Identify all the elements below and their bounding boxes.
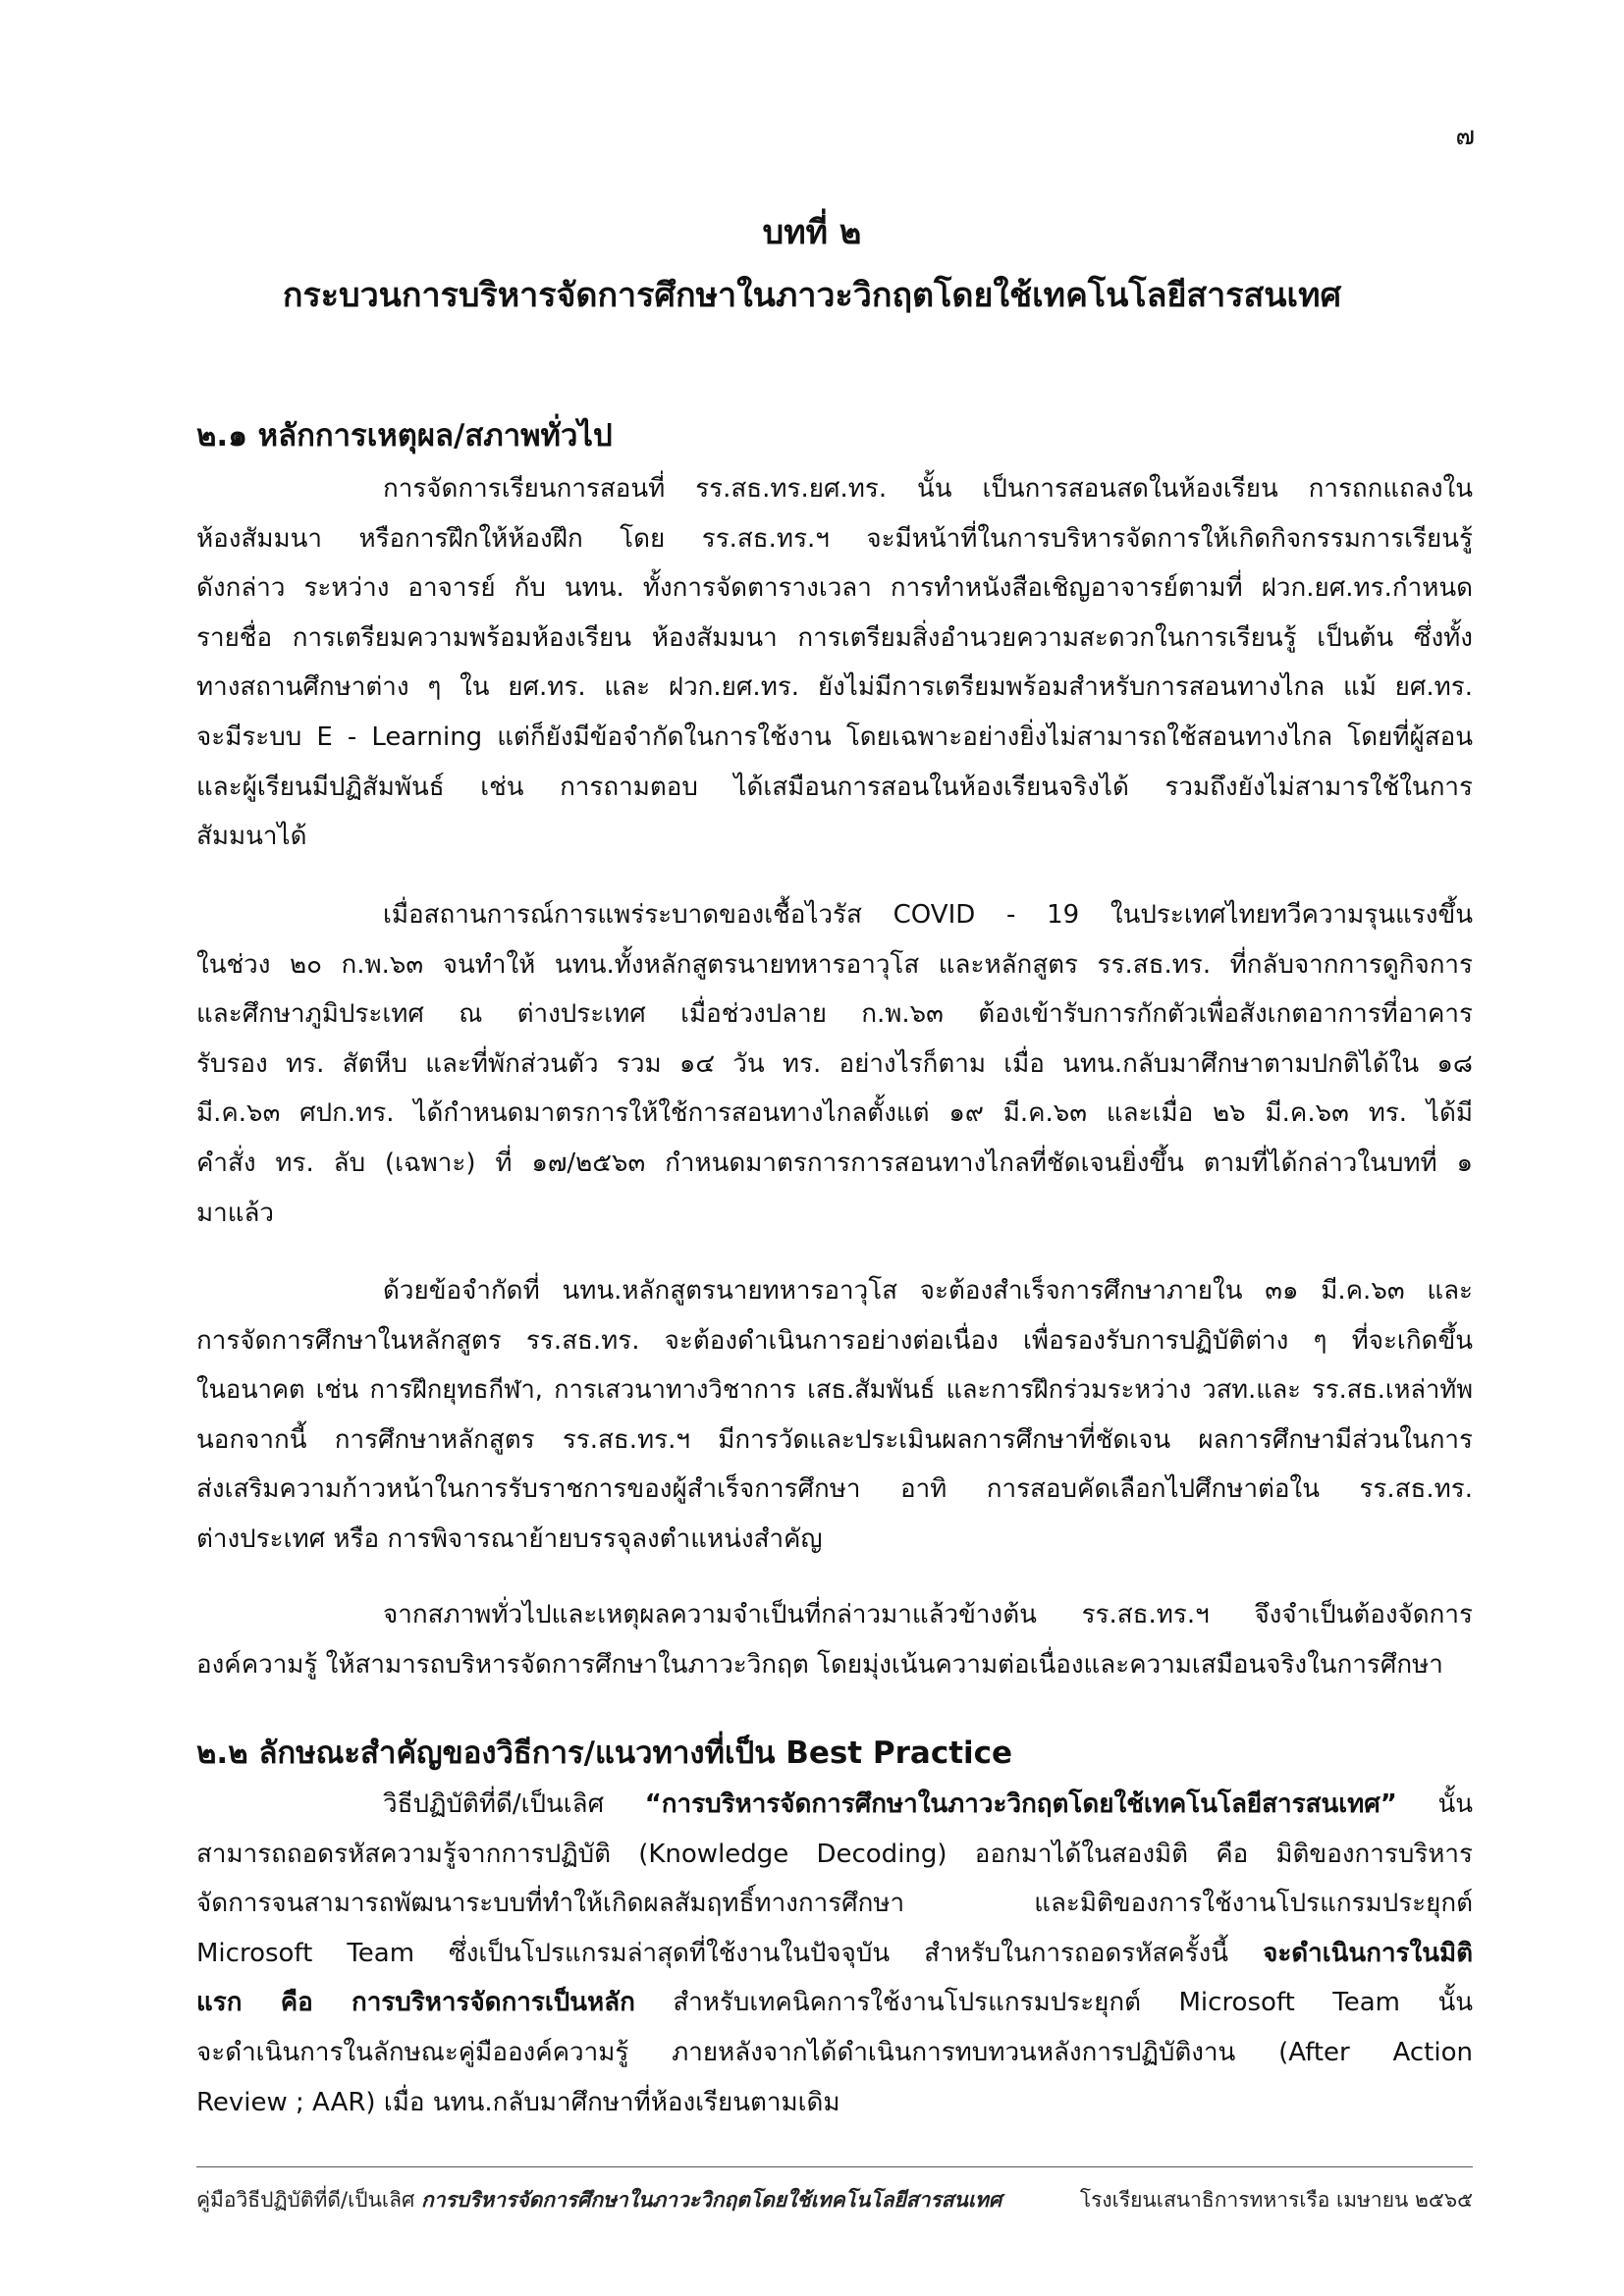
chapter-title: กระบวนการบริหารจัดการศึกษาในภาวะวิกฤตโดยใช้เทคโนโลยีสารสนเทศ bbox=[282, 276, 1342, 315]
text-run: นั้น bbox=[1396, 1789, 1474, 1819]
text-line: ในช่วง ๒๐ ก.พ.๖๓ จนทำให้ นทน.ทั้งหลักสูตรนายทหารอาวุโส และหลักสูตร รร.สธ.ทร. ที่กลับจากการดูกิจการ bbox=[196, 949, 1473, 980]
text-line: จากสภาพทั่วไปและเหตุผลความจำเป็นที่กล่าวมาแล้วข้างต้น รร.สธ.ทร.ฯ จึงจำเป็นต้องจัดการ bbox=[383, 1600, 1473, 1629]
text-line: มาแล้ว bbox=[196, 1198, 275, 1228]
bold-emphasis: จะดำเนินการในมิติ bbox=[1263, 1938, 1473, 1968]
text-line: องค์ความรู้ ให้สามารถบริหารจัดการศึกษาในภาวะวิกฤต โดยมุ่งเน้นความต่อเนื่องและความเสมือนจริงในการศึกษา bbox=[196, 1649, 1443, 1680]
bold-emphasis: แรก คือ การบริหารจัดการเป็นหลัก bbox=[196, 1988, 635, 2018]
section-2-2-title: ๒.๒ ลักษณะสำคัญของวิธีการ/แนวทางที่เป็น Best Practice bbox=[196, 1735, 1013, 1771]
text-line: การจัดการศึกษาในหลักสูตร รร.สธ.ทร. จะต้องดำเนินการอย่างต่อเนื่อง เพื่อรองรับการปฏิบัติต่าง ๆ ที่จะเกิดขึ้น bbox=[196, 1325, 1473, 1356]
section-2-1-paragraph-4 bbox=[196, 1590, 1473, 1689]
text-line: มี.ค.๖๓ ศปก.ทร. ได้กำหนดมาตรการให้ใช้การสอนทางไกลตั้งแต่ ๑๙ มี.ค.๖๓ และเมื่อ ๒๖ มี.ค.๖๓ ทร. ได้มี bbox=[196, 1098, 1473, 1129]
text-line: นอกจากนี้ การศึกษาหลักสูตร รร.สธ.ทร.ฯ มีการวัดและประเมินผลการศึกษาที่ชัดเจน ผลการศึกษามีส่วนในการ bbox=[196, 1424, 1473, 1455]
section-2-1-paragraph-1 bbox=[196, 464, 1473, 862]
text-line: ต่างประเทศ หรือ การพิจารณาย้ายบรรจุลงตำแหน่งสำคัญ bbox=[196, 1523, 823, 1554]
chapter-number: บทที่ ๒ bbox=[762, 213, 862, 252]
text-line: สามารถถอดรหัสความรู้จากการปฏิบัติ (Knowledge Decoding) ออกมาได้ในสองมิติ คือ มิติของการบริหาร bbox=[196, 1839, 1473, 1869]
section-2-1-paragraph-3 bbox=[196, 1266, 1473, 1565]
text-line: และผู้เรียนมีปฏิสัมพันธ์ เช่น การถามตอบ ได้เสมือนการสอนในห้องเรียนจริงได้ รวมถึงยังไม่สามารใช้ในการ bbox=[196, 772, 1473, 802]
text-line: การจัดการเรียนการสอนที่ รร.สธ.ทร.ยศ.ทร. นั้น เป็นการสอนสดในห้องเรียน การถกแถลงใน bbox=[383, 474, 1473, 504]
text-line bbox=[196, 1978, 1473, 2028]
text-line: จะมีระบบ E - Learning แต่ก็ยังมีข้อจำกัดในการใช้งาน โดยเฉพาะอย่างยิ่งไม่สามารถใช้สอนทางไกล โดยที่ผู้สอน bbox=[196, 721, 1473, 752]
section-2-2-paragraph bbox=[196, 1780, 1473, 2127]
footer-left-italic: การบริหารจัดการศึกษาในภาวะวิกฤตโดยใช้เทคโนโลยีสารสนเทศ bbox=[420, 2188, 1002, 2212]
footer-left-plain: คู่มือวิธีปฏิบัติที่ดี/เป็นเลิศ bbox=[196, 2188, 421, 2212]
text-run: Microsoft Team ซึ่งเป็นโปรแกรมล่าสุดที่ใช้งานในปัจจุบัน สำหรับในการถอดรหัสครั้งนี้ bbox=[196, 1938, 1264, 1968]
text-line: ในอนาคต เช่น การฝึกยุทธกีฬา, การเสวนาทางวิชาการ เสธ.สัมพันธ์ และการฝึกร่วมระหว่าง วสท.และ รร.สธ.เหล่าทัพ bbox=[196, 1375, 1473, 1406]
bold-quote: “การบริหารจัดการศึกษาในภาวะวิกฤตโดยใช้เทคโนโลยีสารสนเทศ” bbox=[644, 1789, 1397, 1819]
text-line: รับรอง ทร. สัตหีบ และที่พักส่วนตัว รวม ๑๔ วัน ทร. อย่างไรก็ตาม เมื่อ นทน.กลับมาศึกษาตามปกติได้ใน ๑๘ bbox=[196, 1048, 1473, 1079]
text-line: และศึกษาภูมิประเทศ ณ ต่างประเทศ เมื่อช่วงปลาย ก.พ.๖๓ ต้องเข้ารับการกักตัวเพื่อสังเกตอาการที่อาคาร bbox=[196, 999, 1473, 1030]
footer-divider bbox=[196, 2166, 1473, 2167]
text-line bbox=[196, 1929, 1473, 1979]
text-line: Review ; AAR) เมื่อ นทน.กลับมาศึกษาที่ห้องเรียนตามเดิม bbox=[196, 2087, 840, 2117]
section-2-1-paragraph-2 bbox=[196, 890, 1473, 1238]
text-line: คำสั่ง ทร. ลับ (เฉพาะ) ที่ ๑๗/๒๕๖๓ กำหนดมาตรการการสอนทางไกลที่ชัดเจนยิ่งขึ้น ตามที่ได้กล่าวในบทที่ ๑ bbox=[196, 1148, 1473, 1178]
text-line: สัมมนาได้ bbox=[196, 822, 307, 852]
page-footer bbox=[196, 2184, 1473, 2216]
text-line: เมื่อสถานการณ์การแพร่ระบาดของเชื้อไวรัส COVID - 19 ในประเทศไทยทวีความรุนแรงขึ้น bbox=[383, 900, 1473, 930]
text-line: รายชื่อ การเตรียมความพร้อมห้องเรียน ห้องสัมมนา การเตรียมสิ่งอำนวยความสะดวกในการเรียนรู้ เป็นต้น ซึ่งทั้ง bbox=[196, 622, 1473, 653]
section-2-1-title: ๒.๑ หลักการเหตุผล/สภาพทั่วไป bbox=[196, 418, 613, 454]
text-line: ด้วยข้อจำกัดที่ นทน.หลักสูตรนายทหารอาวุโส จะต้องสำเร็จการศึกษาภายใน ๓๑ มี.ค.๖๓ และ bbox=[383, 1276, 1473, 1306]
text-run: วิธีปฏิบัติที่ดี/เป็นเลิศ bbox=[383, 1789, 645, 1819]
footer-right: โรงเรียนเสนาธิการทหารเรือ เมษายน ๒๕๖๕ bbox=[1079, 2188, 1473, 2212]
text-line: ทางสถานศึกษาต่าง ๆ ใน ยศ.ทร. และ ฝวก.ยศ.ทร. ยังไม่มีการเตรียมพร้อมสำหรับการสอนทางไกล แม้ ยศ.ทร. bbox=[196, 672, 1473, 703]
text-line: จัดการจนสามารถพัฒนาระบบที่ทำให้เกิดผลสัมฤทธิ์ทางการศึกษา และมิติของการใช้งานโปรแกรมประยุกต์ bbox=[196, 1889, 1473, 1919]
text-line: จะดำเนินการในลักษณะคู่มือองค์ความรู้ ภายหลังจากได้ดำเนินการทบทวนหลังการปฏิบัติงาน (After Action bbox=[196, 2037, 1473, 2067]
footer-left bbox=[196, 2184, 1001, 2216]
chapter-heading bbox=[0, 201, 1624, 327]
text-line: ห้องสัมมนา หรือการฝึกให้ห้องฝึก โดย รร.สธ.ทร.ฯ จะมีหน้าที่ในการบริหารจัดการให้เกิดกิจกรรมการเรียนรู้ bbox=[196, 523, 1473, 554]
text-line: ส่งเสริมความก้าวหน้าในการรับราชการของผู้สำเร็จการศึกษา อาทิ การสอบคัดเลือกไปศึกษาต่อใน รร.สธ.ทร. bbox=[196, 1474, 1473, 1505]
text-line: ดังกล่าว ระหว่าง อาจารย์ กับ นทน. ทั้งการจัดตารางเวลา การทำหนังสือเชิญอาจารย์ตามที่ ฝวก.ยศ.ทร.กำหนด bbox=[196, 573, 1473, 604]
page-number: ๗ bbox=[1455, 122, 1475, 151]
text-run: สำหรับเทคนิคการใช้งานโปรแกรมประยุกต์ Microsoft Team นั้น bbox=[634, 1988, 1473, 2018]
text-line bbox=[196, 1780, 1473, 1830]
